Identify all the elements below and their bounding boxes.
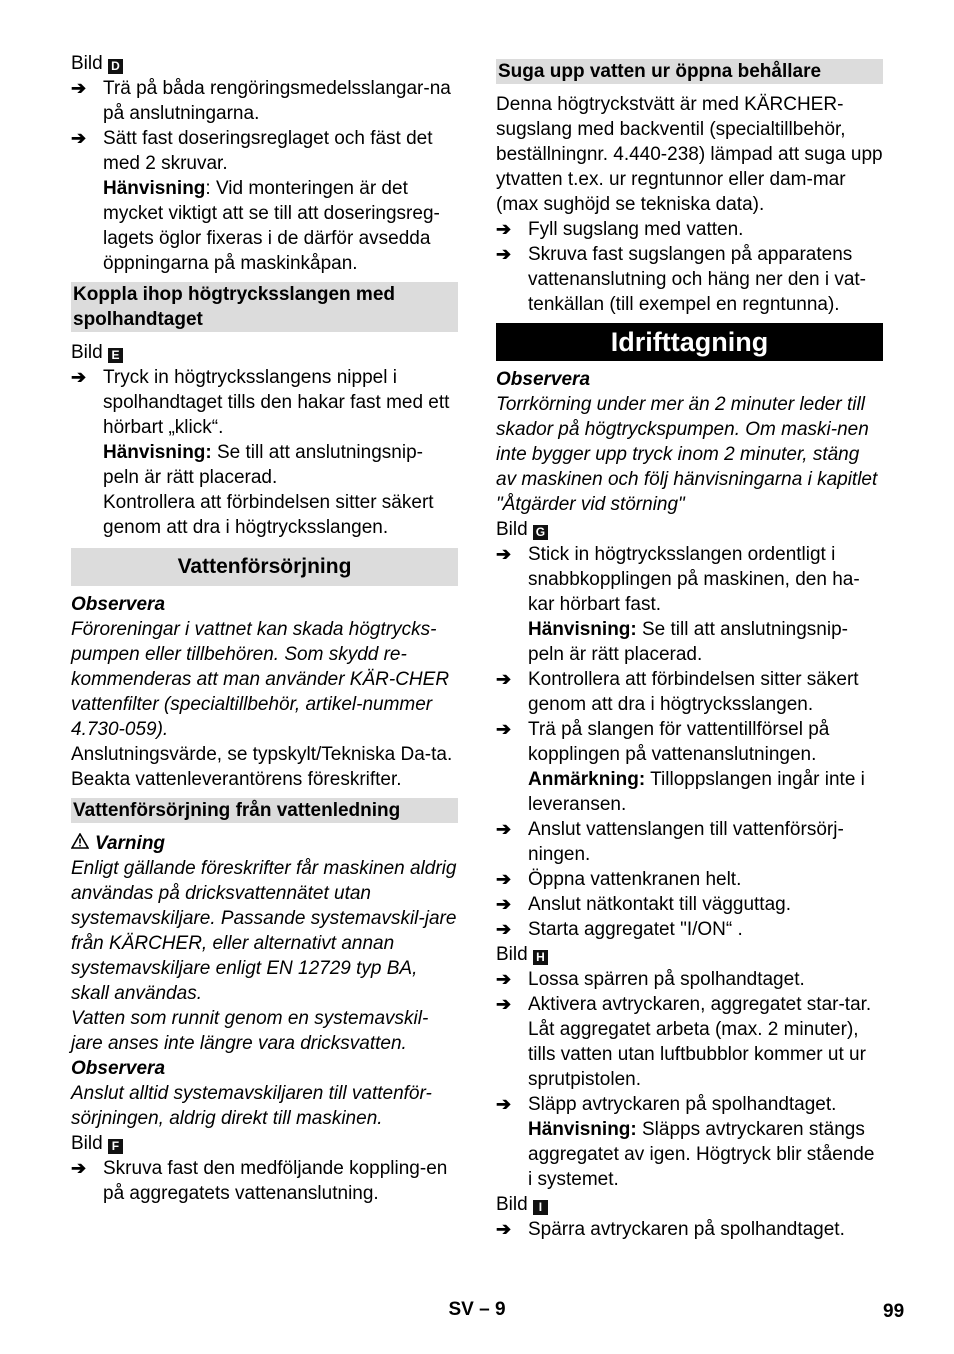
instruction-step: ➔ Sätt fast doseringsreglaget och fäst det med 2 skruvar. xyxy=(71,128,433,174)
instruction-step: ➔ Skruva fast den medföljande koppling-en på aggregatets vattenanslutning. xyxy=(71,1158,448,1204)
arrow-right-icon: ➔ xyxy=(496,244,512,264)
instruction-step: ➔ Anslut vattenslangen till vattenförsörj-ningen. xyxy=(496,819,844,865)
note: Hänvisning: Släpps avtryckaren stängs aggregatet av igen. Högtryck blir stående i systemet. xyxy=(528,1119,875,1190)
observe-text: Anslut alltid systemavskiljaren till vattenför-sörjningen, aldrig direkt till maskinen. xyxy=(71,1083,432,1129)
warning-text: Enligt gällande föreskrifter får maskinen aldrig användas på dricksvattennätet utan systemavskiljare. Passande systemavskil-jare från KÄRCHER, eller alternativt annan systemavskiljare enligt EN 12729 typ BA, skall användas. xyxy=(71,858,457,1004)
paragraph: Anslutningsvärde, se typskylt/Tekniska Da-ta. xyxy=(71,744,453,765)
instruction-step: ➔ Anslut nätkontakt till vägguttag. xyxy=(496,894,791,915)
instruction-step: ➔ Spärra avtryckaren på spolhandtaget. xyxy=(496,1219,845,1240)
arrow-right-icon: ➔ xyxy=(71,367,87,387)
instruction-step: ➔ Tryck in högtrycksslangens nippel i spolhandtaget tills den hakar fast med ett hörbart „klick“. xyxy=(71,367,450,438)
section-heading: Vattenförsörjning från vattenledning xyxy=(71,798,458,823)
bild-letter-box: E xyxy=(108,348,123,363)
arrow-right-icon: ➔ xyxy=(496,669,512,689)
bild-letter-box: F xyxy=(108,1139,123,1154)
right-column xyxy=(496,51,883,1242)
paragraph: Låt aggregatet arbeta (max. 2 minuter), tills vatten utan luftbubblor kommer ut ur sprutpistolen. xyxy=(528,1019,866,1090)
instruction-step: ➔ Stick in högtrycksslangen ordentligt i snabbkopplingen på maskinen, den ha-kar hörbart fast. xyxy=(496,544,860,615)
note: Hänvisning: Se till att anslutningsnip-peln är rätt placerad. xyxy=(528,619,848,665)
arrow-right-icon: ➔ xyxy=(496,544,512,564)
instruction-step: ➔ Släpp avtryckaren på spolhandtaget. xyxy=(496,1094,837,1115)
arrow-right-icon: ➔ xyxy=(71,1158,87,1178)
footer-section-label: SV – 9 xyxy=(448,1299,506,1320)
arrow-right-icon: ➔ xyxy=(496,994,512,1014)
warning-triangle-icon xyxy=(71,831,89,856)
instruction-step: ➔ Fyll sugslang med vatten. xyxy=(496,219,744,240)
arrow-right-icon: ➔ xyxy=(496,869,512,889)
instruction-step: ➔ Trä på båda rengöringsmedelsslangar-na på anslutningarna. xyxy=(71,78,451,124)
page-number: 99 xyxy=(883,1301,905,1322)
instruction-step: ➔ Öppna vattenkranen helt. xyxy=(496,869,742,890)
warning-title: Varning xyxy=(71,831,458,856)
instruction-step: ➔ Kontrollera att förbindelsen sitter säkert genom att dra i högtrycksslangen. xyxy=(496,669,859,715)
section-heading: Koppla ihop högtrycksslangen med spolhandtaget xyxy=(71,282,458,332)
note: Anmärkning: Tilloppslangen ingår inte i leveransen. xyxy=(528,769,865,815)
section-heading: Vattenförsörjning xyxy=(71,548,458,586)
chapter-heading: Idrifttagning xyxy=(496,323,883,361)
bild-reference: Bild H xyxy=(496,942,883,967)
bild-letter-box: H xyxy=(533,950,548,965)
bild-letter-box: D xyxy=(108,59,123,74)
arrow-right-icon: ➔ xyxy=(496,819,512,839)
left-column xyxy=(71,51,458,1206)
instruction-step: ➔ Lossa spärren på spolhandtaget. xyxy=(496,969,805,990)
instruction-step: ➔ Starta aggregatet "I/ON“ . xyxy=(496,919,743,940)
arrow-right-icon: ➔ xyxy=(71,128,87,148)
observe-title: Observera xyxy=(496,369,591,390)
arrow-right-icon: ➔ xyxy=(496,219,512,239)
paragraph: Beakta vattenleverantörens föreskrifter. xyxy=(71,769,402,790)
bild-reference: Bild G xyxy=(496,517,883,542)
arrow-right-icon: ➔ xyxy=(496,969,512,989)
bild-reference: Bild D xyxy=(71,51,458,76)
bild-reference: Bild F xyxy=(71,1131,458,1156)
paragraph: Kontrollera att förbindelsen sitter säkert genom att dra i högtrycksslangen. xyxy=(103,492,434,538)
note: Hänvisning: Vid monteringen är det mycket viktigt att se till att doseringsreg-lagets öglor fixeras i de därför avsedda öppningarna på maskinkåpan. xyxy=(103,178,440,274)
section-heading: Suga upp vatten ur öppna behållare xyxy=(496,59,883,84)
arrow-right-icon: ➔ xyxy=(496,1094,512,1114)
warning-text: Vatten som runnit genom en systemavskil-jare anses inte längre vara dricksvatten. xyxy=(71,1008,429,1054)
arrow-right-icon: ➔ xyxy=(496,919,512,939)
instruction-step: ➔ Aktivera avtryckaren, aggregatet star-tar. xyxy=(496,994,872,1015)
arrow-right-icon: ➔ xyxy=(496,894,512,914)
observe-title: Observera xyxy=(71,594,166,615)
paragraph: Denna högtryckstvätt är med KÄRCHER-sugslang med backventil (specialtillbehör, beställningnr. 4.440-238) lämpad att suga upp ytvatten t.ex. ur regntunnor eller dam-mar (max sughöjd se tekniska data). xyxy=(496,94,883,215)
note: Hänvisning: Se till att anslutningsnip-peln är rätt placerad. xyxy=(103,442,423,488)
bild-reference: Bild E xyxy=(71,340,458,365)
observe-title: Observera xyxy=(71,1058,166,1079)
observe-text: Föroreningar i vattnet kan skada högtrycks-pumpen eller tillbehören. Som skydd re-kommenderas att man använder KÄR-CHER vattenfilter (specialtillbehör, artikel-nummer 4.730-059). xyxy=(71,619,450,740)
arrow-right-icon: ➔ xyxy=(71,78,87,98)
bild-letter-box: I xyxy=(533,1200,548,1215)
bild-reference: Bild I xyxy=(496,1192,883,1217)
instruction-step: ➔ Skruva fast sugslangen på apparatens vattenanslutning och häng ner den i vat-tenkällan (till exempel en regntunna). xyxy=(496,244,867,315)
instruction-step: ➔ Trä på slangen för vattentillförsel på kopplingen på vattenanslutningen. xyxy=(496,719,830,765)
bild-letter-box: G xyxy=(533,525,548,540)
arrow-right-icon: ➔ xyxy=(496,1219,512,1239)
arrow-right-icon: ➔ xyxy=(496,719,512,739)
observe-text: Torrkörning under mer än 2 minuter leder till skador på högtryckspumpen. Om maski-nen inte bygger upp tryck inom 2 minuter, stäng av maskinen och följ hänvisningarna i kapitlet "Åtgärder vid störning" xyxy=(496,394,878,515)
